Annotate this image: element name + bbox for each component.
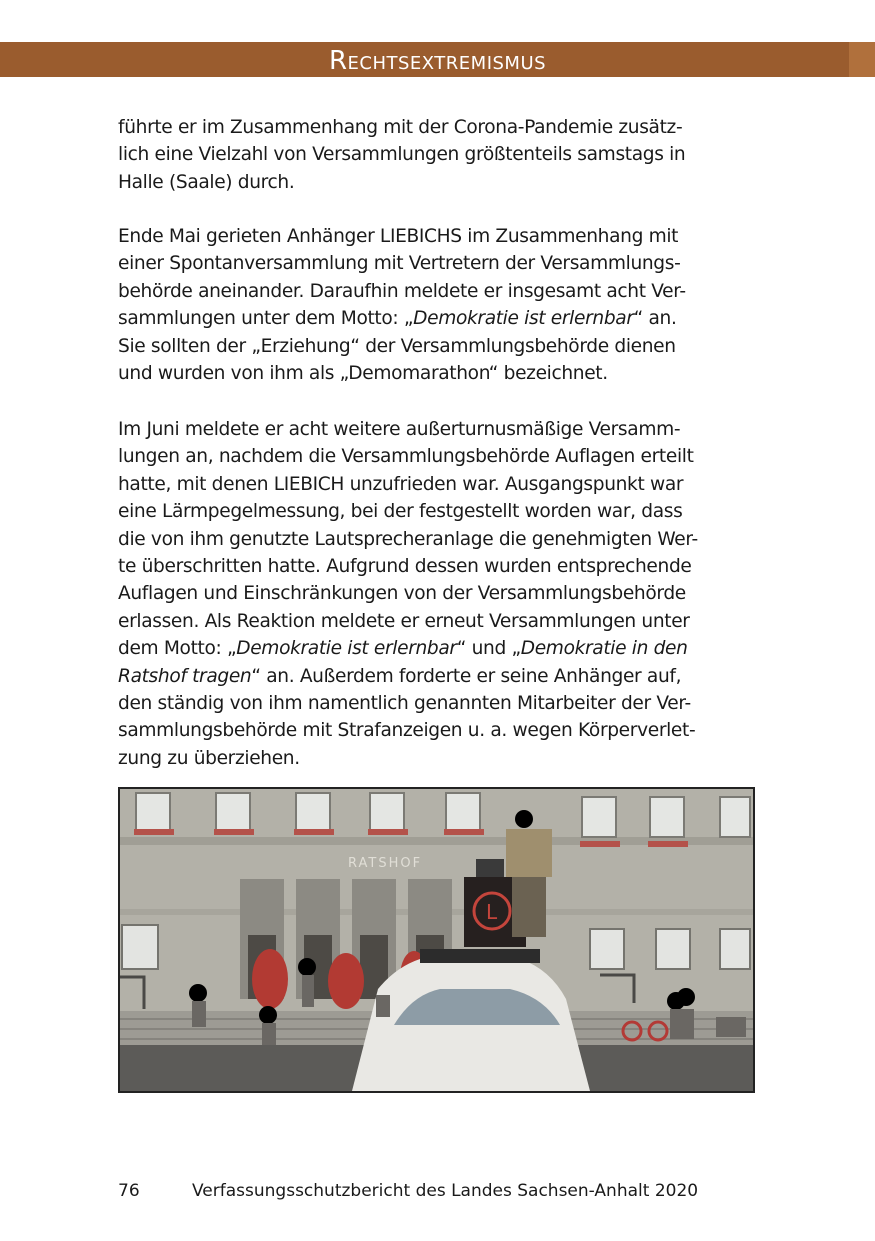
rally-photo bbox=[118, 787, 755, 1093]
text-line bbox=[118, 553, 758, 580]
chapter-title: Rechtsextremismus bbox=[328, 46, 547, 76]
text-segment: hatte, mit denen LIEBICH unzufrieden war. Ausgangspunkt war bbox=[118, 473, 684, 495]
ratshof-sign: RATSHOF bbox=[348, 856, 423, 871]
paragraph-2 bbox=[118, 223, 758, 387]
text-line bbox=[118, 141, 758, 168]
paragraph-1 bbox=[118, 114, 758, 196]
text-segment: die von ihm genutzte Lautsprecheranlage die genehmigten Wer- bbox=[118, 528, 698, 550]
italic-motto: Demokratie in den bbox=[520, 638, 688, 660]
text-segment: Im Juni meldete er acht weitere außerturnusmäßige Versamm- bbox=[118, 419, 681, 440]
text-segment: eine Lärmpegelmessung, bei der festgestellt worden war, dass bbox=[118, 501, 683, 523]
text-segment: “ an. bbox=[633, 308, 677, 330]
text-line bbox=[118, 223, 758, 250]
text-segment: Ende Mai gerieten Anhänger LIEBICHS im Zusammenhang mit bbox=[118, 226, 679, 247]
text-segment: und wurden von ihm als „Demomarathon“ bezeichnet. bbox=[118, 363, 608, 385]
paragraph-3 bbox=[118, 416, 758, 772]
text-line bbox=[118, 250, 758, 277]
text-line bbox=[118, 416, 758, 443]
text-segment: einer Spontanversammlung mit Vertretern der Versammlungs- bbox=[118, 253, 681, 275]
text-line bbox=[118, 471, 758, 498]
publication-title: Verfassungsschutzbericht des Landes Sachsen-Anhalt 2020 bbox=[192, 1181, 699, 1201]
text-line bbox=[118, 305, 758, 332]
text-line bbox=[118, 360, 758, 387]
text-segment: Auflagen und Einschränkungen von der Versammlungsbehörde bbox=[118, 583, 686, 605]
text-segment: zung zu überziehen. bbox=[118, 747, 300, 769]
text-segment: Halle (Saale) durch. bbox=[118, 171, 295, 193]
text-segment: sammlungsbehörde mit Strafanzeigen u. a. wegen Körperverlet- bbox=[118, 720, 696, 742]
text-line bbox=[118, 443, 758, 470]
text-line bbox=[118, 608, 758, 635]
italic-motto: Demokratie ist erlernbar bbox=[236, 638, 457, 660]
text-line bbox=[118, 278, 758, 305]
text-segment: “ und „ bbox=[456, 638, 521, 660]
italic-motto: Ratshof tragen bbox=[118, 665, 252, 687]
text-segment: lungen an, nachdem die Versammlungsbehörde Auflagen erteilt bbox=[118, 446, 694, 468]
page-number: 76 bbox=[118, 1181, 140, 1201]
text-line bbox=[118, 114, 758, 141]
text-segment: führte er im Zusammenhang mit der Corona-Pandemie zusätz- bbox=[118, 117, 683, 138]
text-line bbox=[118, 663, 758, 690]
text-line bbox=[118, 580, 758, 607]
text-line bbox=[118, 169, 758, 196]
text-line bbox=[118, 635, 758, 662]
text-segment: den ständig von ihm namentlich genannten Mitarbeiter der Ver- bbox=[118, 693, 691, 715]
text-segment: behörde aneinander. Daraufhin meldete er insgesamt acht Ver- bbox=[118, 280, 686, 302]
speaker-logo-icon: L bbox=[486, 900, 498, 924]
text-segment: te überschritten hatte. Aufgrund dessen wurden entsprechende bbox=[118, 556, 692, 578]
text-segment: dem Motto: „ bbox=[118, 638, 237, 660]
text-segment: Sie sollten der „Erziehung“ der Versammlungsbehörde dienen bbox=[118, 335, 676, 357]
text-line bbox=[118, 498, 758, 525]
text-line bbox=[118, 333, 758, 360]
text-segment: erlassen. Als Reaktion meldete er erneut Versammlungen unter bbox=[118, 610, 690, 632]
text-segment: sammlungen unter dem Motto: „ bbox=[118, 308, 414, 330]
text-line bbox=[118, 526, 758, 553]
text-line bbox=[118, 690, 758, 717]
text-line bbox=[118, 745, 758, 772]
text-line bbox=[118, 717, 758, 744]
text-segment: lich eine Vielzahl von Versammlungen größtenteils samstags in bbox=[118, 144, 686, 166]
text-segment: “ an. Außerdem forderte er seine Anhänger auf, bbox=[251, 665, 682, 687]
italic-motto: Demokratie ist erlernbar bbox=[413, 308, 634, 330]
